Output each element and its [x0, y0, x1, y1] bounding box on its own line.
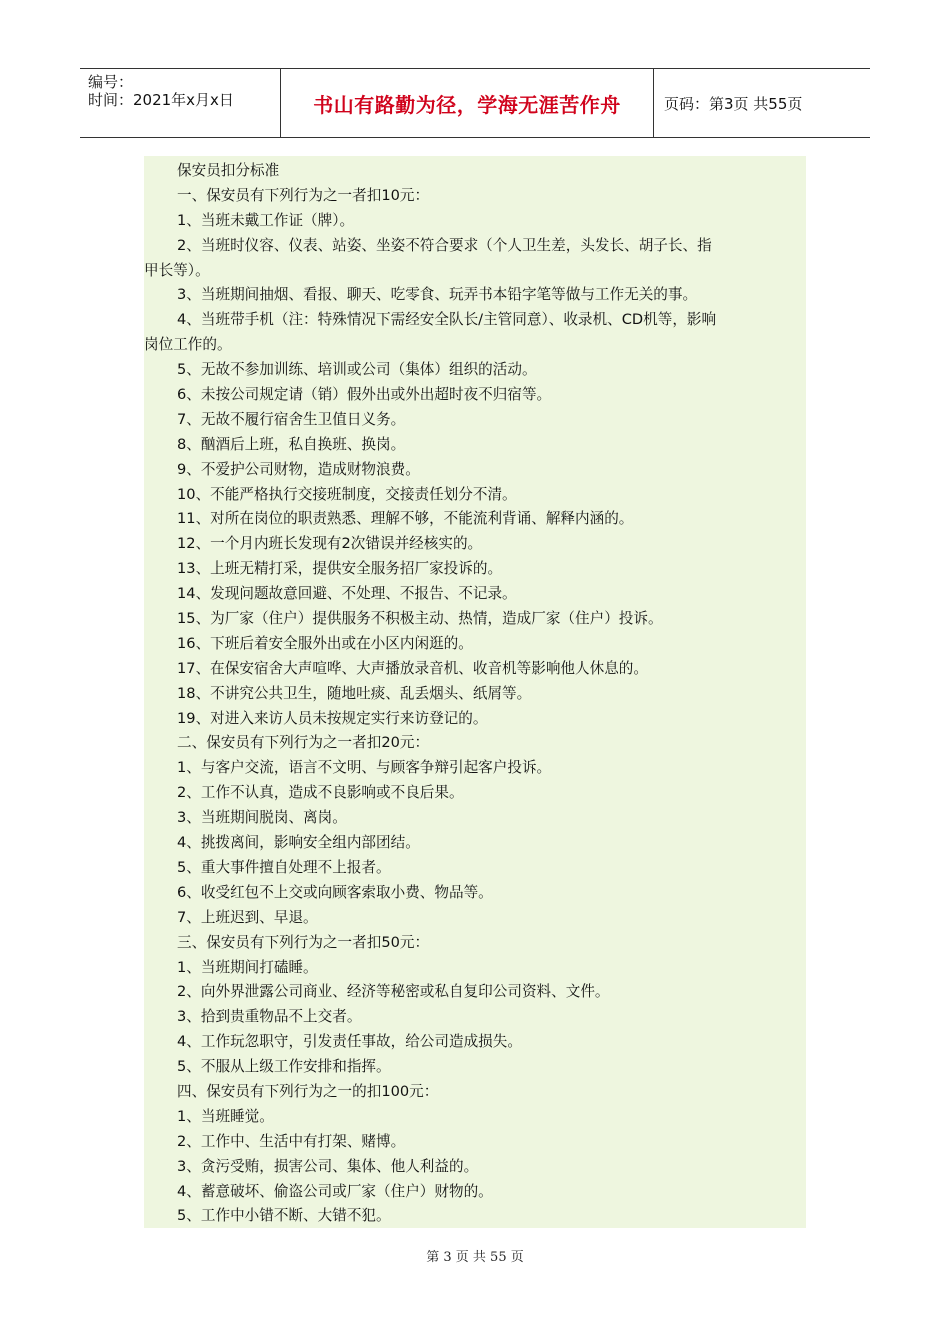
- header-page-cell: [654, 69, 870, 137]
- text-line: 18、不讲究公共卫生，随地吐痰、乱丢烟头、纸屑等。: [177, 684, 532, 702]
- text-line: 7、无故不履行宿舍生卫值日义务。: [177, 410, 406, 428]
- text-line: 5、工作中小错不断、大错不犯。: [177, 1207, 391, 1225]
- text-line: 二、保安员有下列行为之一者扣20元：: [177, 734, 430, 752]
- text-line: 4、挑拨离间，影响安全组内部团结。: [177, 834, 420, 852]
- text-line: 5、无故不参加训练、培训或公司（集体）组织的活动。: [177, 361, 537, 379]
- text-line: 4、工作玩忽职守，引发责任事故，给公司造成损失。: [177, 1033, 522, 1051]
- page-footer: 第 3 页 共 55 页: [426, 1250, 524, 1265]
- text-line: 四、保安员有下列行为之一的扣100元：: [177, 1082, 439, 1100]
- text-line: 三、保安员有下列行为之一者扣50元：: [177, 933, 430, 951]
- document-body: [144, 156, 806, 1228]
- text-line: 9、不爱护公司财物，造成财物浪费。: [177, 460, 420, 478]
- text-line: 19、对进入来访人员未按规定实行来访登记的。: [177, 709, 488, 727]
- text-line: 3、当班期间抽烟、看报、聊天、吃零食、玩弄书本铅字笔等做与工作无关的事。: [177, 286, 698, 304]
- text-line: 岗位工作的。: [144, 336, 232, 354]
- header-motto: 书山有路勤为径，学海无涯苦作舟: [313, 92, 621, 117]
- text-line: 6、未按公司规定请（销）假外出或外出超时夜不归宿等。: [177, 386, 552, 404]
- page-header: [80, 68, 870, 138]
- text-line: 3、当班期间脱岗、离岗。: [177, 809, 347, 827]
- text-line: 1、当班期间打磕睡。: [177, 958, 318, 976]
- text-line: 10、不能严格执行交接班制度，交接责任划分不清。: [177, 485, 517, 503]
- text-line: 一、保安员有下列行为之一者扣10元：: [177, 186, 430, 204]
- text-line: 5、不服从上级工作安排和指挥。: [177, 1058, 391, 1076]
- document-number-label: 编号：: [88, 73, 134, 91]
- text-line: 5、重大事件擅自处理不上报者。: [177, 858, 391, 876]
- text-line: 2、向外界泄露公司商业、经济等秘密或私自复印公司资料、文件。: [177, 983, 610, 1001]
- text-line: 14、发现问题故意回避、不处理、不报告、不记录。: [177, 585, 517, 603]
- text-line: 12、一个月内班长发现有2次错误并经核实的。: [177, 535, 483, 553]
- text-line: 4、当班带手机（注：特殊情况下需经安全队长/主管同意）、收录机、CD机等，影响: [177, 311, 717, 329]
- text-line: 甲长等）。: [144, 261, 210, 279]
- text-line: 15、为厂家（住户）提供服务不积极主动、热情，造成厂家（住户）投诉。: [177, 610, 663, 628]
- text-line: 17、在保安宿舍大声喧哗、大声播放录音机、收音机等影响他人休息的。: [177, 659, 648, 677]
- text-line: 16、下班后着安全服外出或在小区内闲逛的。: [177, 634, 473, 652]
- text-line: 4、蓄意破坏、偷盗公司或厂家（住户）财物的。: [177, 1182, 493, 1200]
- text-line: 6、收受红包不上交或向顾客索取小费、物品等。: [177, 883, 493, 901]
- header-meta: [80, 69, 281, 137]
- text-line: 1、当班未戴工作证（牌）。: [177, 211, 355, 229]
- text-line: 8、酗酒后上班，私自换班、换岗。: [177, 435, 406, 453]
- text-line: 2、工作中、生活中有打架、赌博。: [177, 1132, 406, 1150]
- text-line: 11、对所在岗位的职责熟悉、理解不够，不能流利背诵、解释内涵的。: [177, 510, 634, 528]
- text-line: 2、当班时仪容、仪表、站姿、坐姿不符合要求（个人卫生差，头发长、胡子长、指: [177, 236, 712, 254]
- text-line: 7、上班迟到、早退。: [177, 908, 318, 926]
- document-lines: [144, 159, 806, 1229]
- document-date-label: 时间：2021年x月x日: [88, 91, 234, 109]
- text-line: 2、工作不认真，造成不良影响或不良后果。: [177, 784, 464, 802]
- header-motto-cell: [281, 69, 654, 137]
- text-line: 1、当班睡觉。: [177, 1107, 274, 1125]
- text-line: 3、拾到贵重物品不上交者。: [177, 1008, 362, 1026]
- text-line: 13、上班无精打采，提供安全服务招厂家投诉的。: [177, 560, 503, 578]
- header-page-code: 页码：第3页 共55页: [664, 94, 803, 113]
- text-line: 3、贪污受贿，损害公司、集体、他人利益的。: [177, 1157, 479, 1175]
- text-line: 保安员扣分标准: [177, 162, 280, 179]
- text-line: 1、与客户交流，语言不文明、与顾客争辩引起客户投诉。: [177, 759, 552, 777]
